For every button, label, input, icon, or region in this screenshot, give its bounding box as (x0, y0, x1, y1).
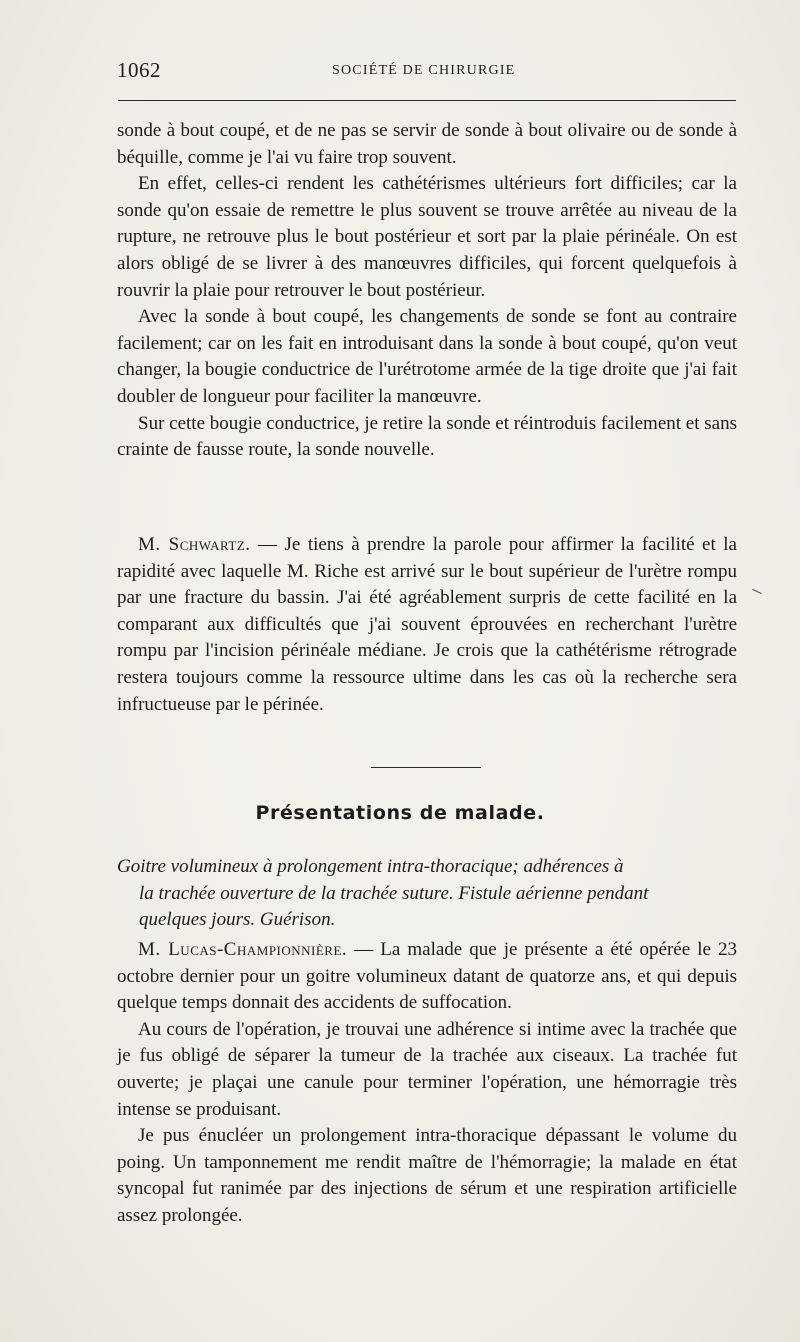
case-title (117, 854, 737, 934)
paragraph: Sur cette bougie conductrice, je retire la sonde et réintroduis facilement et sans crainte de fausse route, la sonde nouvelle. (117, 412, 737, 461)
running-title: SOCIÉTÉ DE CHIRURGIE (332, 63, 516, 78)
page-number: 1062 (117, 58, 161, 82)
section-separator (371, 767, 481, 768)
schwartz-remark (117, 532, 737, 718)
lucas-report (117, 937, 737, 1230)
case-title-line: quelques jours. Guérison. (139, 909, 336, 931)
paragraph: En effet, celles-ci rendent les cathétérismes ultérieurs fort difficiles; car la sonde qu'on essaie de remettre le plus souvent se trouve arrêtée au niveau de la rupture, ne retrouve plus le bout postérieur et sort par la plaie périnéale. On est alors obligé de se livrer à des manœuvres difficiles, qui forcent quelquefois à rouvrir la plaie pour retrouver le bout postérieur. (117, 173, 737, 301)
margin-mark (752, 589, 761, 594)
paragraph (117, 937, 737, 1017)
continued-text (117, 118, 737, 464)
paragraph: sonde à bout coupé, et de ne pas se servir de sonde à bout olivaire ou de sonde à béquille, comme je l'ai vu faire trop souvent. (117, 120, 737, 168)
header-rule (118, 100, 736, 101)
speech-text: — La malade que je présente a été opérée le 23 octobre dernier pour un goitre volumineux datant de quatorze ans, et qui depuis quelque temps donnait des accidents de suffocation. (117, 939, 737, 1014)
paragraph: Je pus énucléer un prolongement intra-thoracique dépassant le volume du poing. Un tamponnement me rendit maître de l'hémorragie; la malade en état syncopal fut ranimée par des injections de sérum et une respiration artificielle assez prolongée. (117, 1125, 737, 1226)
speaker-name: M. Schwartz. (138, 534, 251, 555)
running-head (117, 58, 737, 88)
section-heading: Présentations de malade. (255, 802, 545, 824)
speaker-name: M. Lucas-Championnière. (138, 939, 348, 960)
case-title-line: Goitre volumineux à prolongement intra-thoracique; adhérences à (117, 856, 624, 877)
paragraph: Avec la sonde à bout coupé, les changements de sonde se font au contraire facilement; car on les fait en introduisant dans la sonde à bout coupé, qu'on veut changer, la bougie conductrice de l'urétrotome armée de la tige droite que j'ai fait doubler de longueur pour faciliter la manœuvre. (117, 306, 737, 407)
paragraph (117, 532, 737, 718)
speech-text: — Je tiens à prendre la parole pour affirmer la facilité et la rapidité avec laquelle M. Riche est arrivé sur le bout supérieur de l'urètre rompu par une fracture du bassin. J'ai été agréablement surpris de cette facilité en la comparant aux difficultés que j'ai souvent éprouvées en recherchant l'urètre rompu par l'incision périnéale médiane. Je crois que la cathétérisme rétrograde restera toujours comme la ressource ultime dans les cas où la recherche sera infructueuse par le périnée. (117, 534, 737, 715)
case-title-line: la trachée ouverture de la trachée suture. Fistule aérienne pendant (139, 882, 649, 904)
paragraph: Au cours de l'opération, je trouvai une adhérence si intime avec la trachée que je fus obligé de séparer la tumeur de la trachée aux ciseaux. La trachée fut ouverte; je plaçai une canule pour terminer l'opération, une hémorragie très intense se produisant. (117, 1018, 737, 1120)
